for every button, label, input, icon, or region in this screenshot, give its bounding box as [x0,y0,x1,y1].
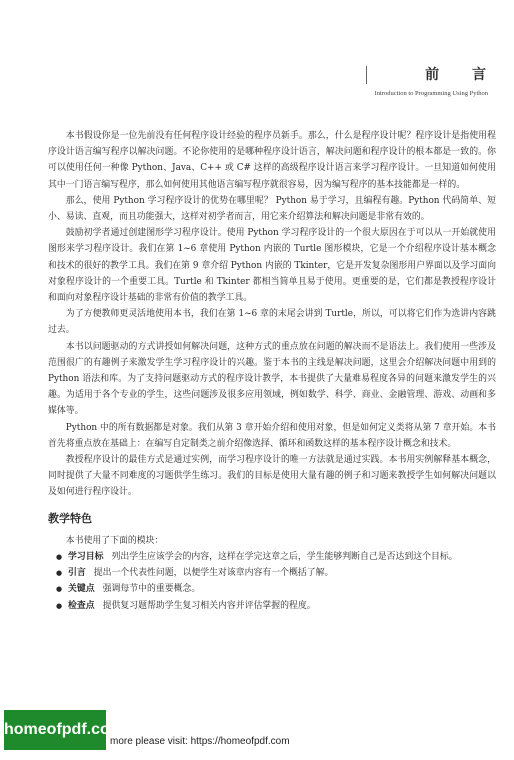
page-header [308,64,500,97]
feature-term: 引言 [68,568,86,579]
paragraph: 那么，使用 Python 学习程序设计的优势在哪里呢？ Python 易于学习，且编程有趣。Python 代码简单、短小、易读、直观，而且功能强大，这样对初学者而言，用它来介绍算法和解决问题是非常有效的。 [48,195,496,223]
watermark [0,710,514,760]
book-subtitle: Introduction to Programming Using Python [374,90,488,97]
watermark-link[interactable]: more please visit: https://homeofpdf.com [110,736,290,747]
paragraph: 鼓励初学者通过创建图形学习程序设计。使用 Python 学习程序设计的一个很大原因在于可以从一开始就使用图形来学习程序设计。我们在第 1~6 章使用 Python 内嵌的 Turtle 图形模块，它是一个介绍程序设计基本概念和技术的很好的教学工具。我们在第 9 章介绍 Python 内嵌的 Tkinter，它是开发复杂图形用户界面以及学习面向对象程序设计的一个重要工具。Turtle 和 Tkinter 都相当简单且易于使用。更重要的是，它们都是教授程序设计和面向对象程序设计基础的非常有价值的教学工具。 [48,228,496,304]
list-item [48,565,496,581]
paragraph: 本书以问题驱动的方式讲授如何解决问题，这种方式的重点放在问题的解决而不是语法上。我们使用一些涉及范围很广的有趣例子来激发学生学习程序设计的兴趣。鉴于本书的主线是解决问题，这里会介绍解决问题中用到的 Python 语法和库。为了支持问题驱动方式的程序设计教学，本书提供了大量难易程度各异的问题来激发学生的兴趣。为适用于各个专业的学生，这些问题涉及很多应用领域，例如数学、科学、商业、金融管理、游戏、动画和多媒体等。 [48,341,496,417]
paragraph: Python 中的所有数据都是对象。我们从第 3 章开始介绍和使用对象，但是如何定义类将从第 7 章开始。本书首先将重点放在基础上：在编写自定制类之前介绍像选择、循环和函数这样的基本程序设计概念和技术。 [48,422,496,449]
feature-term: 关键点 [68,584,95,595]
page-body [48,128,496,614]
paragraph: 为了方便教师更灵活地使用本书，我们在第 1~6 章的末尾会讲到 Turtle，所以，可以将它们作为选讲内容跳过去。 [48,309,496,336]
section-intro: 本书使用了下面的模块： [65,535,164,546]
feature-text: 提供复习题帮助学生复习相关内容并评估掌握的程度。 [102,600,316,611]
feature-text: 列出学生应该学会的内容，这样在学完这章之后，学生能够判断自己是否达到这个目标。 [111,552,458,563]
chapter-title: 前 言 [425,67,500,83]
feature-term: 检查点 [68,600,95,611]
feature-text: 强调每节中的重要概念。 [102,584,201,595]
header-divider [366,66,367,84]
section-heading: 教学特色 [48,511,92,525]
paragraph: 本书假设你是一位先前没有任何程序设计经验的程序员新手。那么，什么是程序设计呢？程序设计是指使用程序设计语言编写程序以解决问题。不论你使用的是哪种程序设计语言，解决问题和程序设计的根本都是一致的。你可以使用任何一种像 Python、Java、C++ 或 C# 这样的高级程序设计语言来学习程序设计。一旦知道如何使用其中一门语言编写程序，那么如何使用其他语言编写程序就很容易，因为编写程序的基本技能都是一样的。 [48,131,496,190]
list-item [48,549,496,565]
feature-text: 提出一个代表性问题，以便学生对该章内容有一个概括了解。 [93,568,334,579]
list-item [48,581,496,597]
feature-term: 学习目标 [68,552,104,563]
paragraph: 教授程序设计的最佳方式是通过实例，而学习程序设计的唯一方法就是通过实践。本书用实例解释基本概念，同时提供了大量不同难度的习题供学生练习。我们的目标是使用大量有趣的例子和习题来教授学生如何解决问题以及如何进行程序设计。 [48,455,496,498]
watermark-logo[interactable]: homeofpdf.com [4,710,106,750]
feature-list [48,549,496,614]
list-item [48,598,496,614]
